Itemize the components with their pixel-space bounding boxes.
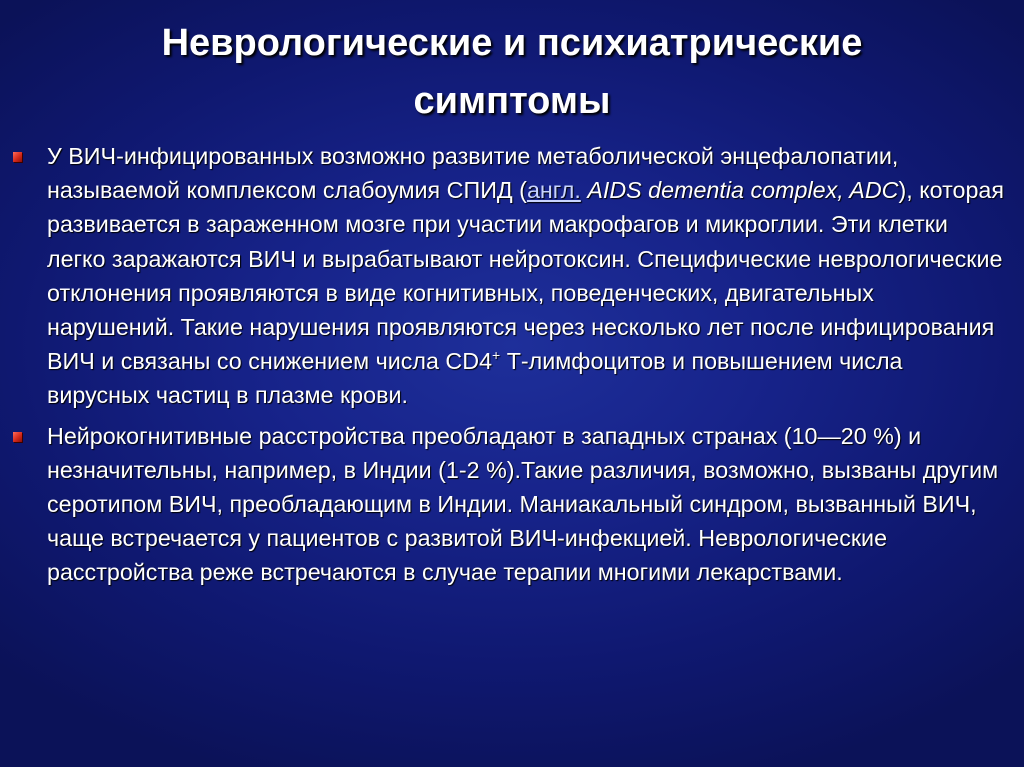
bullet-marker-icon bbox=[13, 152, 22, 162]
bullet-item-neurocognitive bbox=[0, 419, 1007, 590]
bullet-list bbox=[0, 139, 1024, 596]
bullet-text: У ВИЧ-инфицированных возможно развитие метаболической энцефалопатии, называемой комплексом слабоумия СПИД ( bbox=[47, 143, 899, 204]
superscript: + bbox=[492, 347, 501, 364]
bullet-text: Т-лимфоцитов и повышением числа вирусных частиц в плазме крови. bbox=[47, 348, 903, 409]
slide-title bbox=[0, 14, 1024, 130]
slide-title-line-2: симптомы bbox=[413, 80, 611, 122]
bullet-text: Нейрокогнитивные расстройства преобладают в западных странах (10—20 %) и незначительны, например, в Индии (1-2 %).Такие различия, возможно, вызваны другим серотипом ВИЧ, преобладающим в Индии. Маниакальный синдром, вызванный ВИЧ, чаще встречается у пациентов с развитой ВИЧ-инфекцией. Неврологические расстройства реже встречаются в случае терапии многими лекарствами. bbox=[47, 422, 999, 586]
bullet-item-hiv-encephalopathy bbox=[0, 139, 1007, 413]
lang-link[interactable]: англ. bbox=[526, 177, 581, 204]
bullet-marker-icon bbox=[13, 432, 22, 442]
bullet-text: ), которая развивается в зараженном мозге при участии макрофагов и микроглии. Эти клетки легко заражаются ВИЧ и вырабатывают нейротоксин. Специфические неврологические отклонения проявляются в виде когнитивных, поведенческих, двигательных нарушений. Такие нарушения проявляются через несколько лет после инфицирования ВИЧ и связаны со снижением числа CD4 bbox=[47, 177, 1004, 375]
bullet-text-italic: AIDS dementia complex, ADC bbox=[587, 177, 899, 204]
slide-title-line-1: Неврологические и психиатрические bbox=[161, 22, 863, 64]
